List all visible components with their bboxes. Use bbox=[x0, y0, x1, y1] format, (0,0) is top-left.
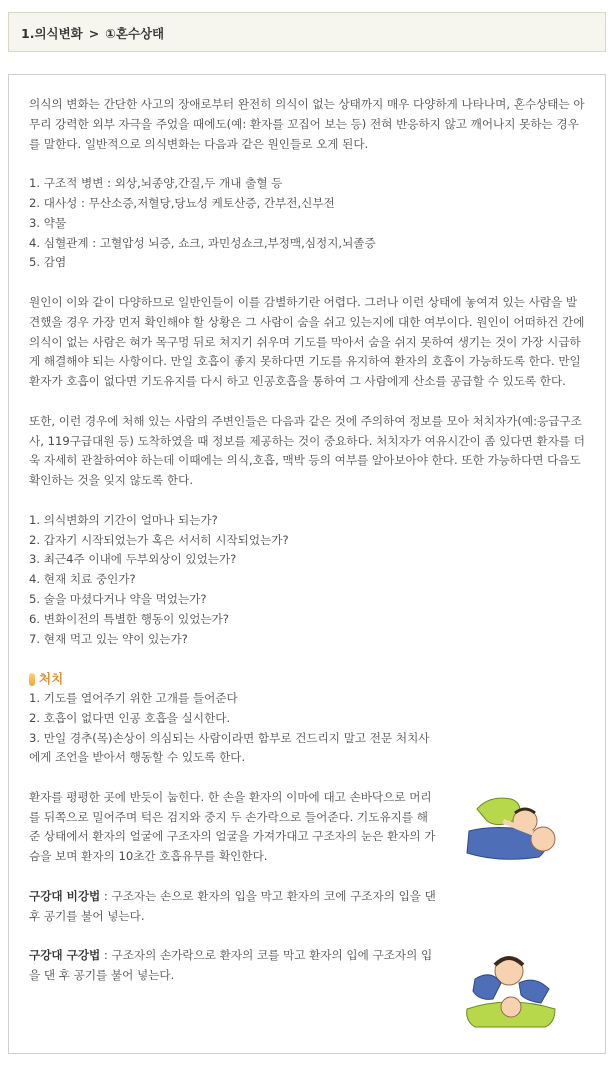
question-item: 4. 현재 치료 중인가? bbox=[29, 572, 136, 587]
cause-item: 2. 대사성 : 무산소증,저혈당,당뇨성 케토산증, 간부전,신부전 bbox=[29, 195, 335, 210]
mouth-to-mouth-text: : 구조자의 손가락으로 환자의 코를 막고 환자의 입에 구조자의 입을 댄 후 공기를 불어 넣는다. bbox=[29, 948, 433, 983]
mouth-to-mouth-paragraph bbox=[29, 946, 437, 986]
question-item: 6. 변화이전의 특별한 행동이 있었는가? bbox=[29, 611, 229, 626]
treatment-step: 3. 만일 경추(목)손상이 의심되는 사람이라면 함부로 건드리지 말고 전문 처치사에게 조언을 받아서 행동할 수 있도록 한다. bbox=[29, 730, 430, 765]
breadcrumb bbox=[21, 24, 164, 42]
mouth-to-mouth-label: 구강대 구강법 bbox=[29, 948, 101, 963]
airway-illustration bbox=[459, 787, 559, 869]
intro-paragraph: 의식의 변화는 간단한 사고의 장애로부터 완전히 의식이 없는 상태까지 매우 다양하게 나타나며, 혼수상태는 아무리 강력한 외부 자극을 주었을 때에도(예: 환자를 꼬집어 보는 등) 전혀 반응하지 않고 깨어나지 못하는 경우를 말한다. 일반적으로 의식변화는 다음과 같은 원인들로 오게 된다. bbox=[29, 97, 585, 151]
cause-item: 1. 구조적 병변 : 외상,뇌종양,간질,두 개내 출혈 등 bbox=[29, 176, 283, 191]
treatment-step: 1. 기도를 열어주기 위한 고개를 들어준다 bbox=[29, 690, 238, 705]
bystander-paragraph: 또한, 이런 경우에 처해 있는 사람의 주변인들은 다음과 같은 것에 주의하여 정보를 모아 처치자가(예:응급구조사, 119구급대원 등) 도착하였을 때 정보를 제공하는 것이 중요하다. 처치자가 여유시간이 좀 있다면 환자를 더욱 자세히 관찰하여야 하는데 이때에는 의식,호흡, 맥박 등의 여부를 알아보아야 한다. 또한 가능하다면 다음도 확인하는 것을 잊지 않도록 한다. bbox=[29, 413, 586, 488]
mouth-to-nose-label: 구강대 비강법 bbox=[29, 888, 101, 903]
treatment-heading bbox=[29, 669, 587, 689]
cause-item: 4. 심혈관계 : 고혈압성 뇌증, 쇼크, 과민성쇼크,부정맥,심정지,뇌졸증 bbox=[29, 235, 376, 250]
mouth-to-nose-text: : 구조자는 손으로 환자의 입을 막고 환자의 코에 구조자의 입을 댄 후 공기를 불어 넣는다. bbox=[29, 888, 436, 923]
breadcrumb-separator: > bbox=[88, 26, 100, 41]
title-bar bbox=[8, 12, 606, 52]
mouth-to-nose-paragraph bbox=[29, 887, 437, 927]
question-item: 5. 술을 마셨다거나 약을 먹었는가? bbox=[29, 591, 207, 606]
cause-item: 3. 약물 bbox=[29, 215, 67, 230]
diagnosis-paragraph: 원인이 이와 같이 다양하므로 일반인들이 이를 감별하기란 어렵다. 그러나 이런 상태에 놓여져 있는 사람을 발견했을 경우 가장 먼저 확인해야 할 상황은 그 사람이 숨을 쉬고 있는지에 대한 여부이다. 원인이 어떠하건 간에 의식이 없는 사람은 혀가 목구멍 뒤로 쳐지기 쉬우며 기도를 막아서 숨을 쉬지 못하여 생기는 것이 가장 시급하게 해결해야 되는 사항이다. 만일 호흡이 좋지 못하다면 기도를 유지하여 환자의 호흡이 가능하도록 한다. 만일 환자가 호흡이 없다면 기도유지를 다시 하고 인공호흡을 통하여 그 사람에게 산소를 공급할 수 있도록 한다. bbox=[29, 294, 585, 389]
rescue-breathing-illustration bbox=[461, 949, 559, 1029]
cause-item: 5. 감염 bbox=[29, 255, 67, 270]
question-item: 7. 현재 먹고 있는 약이 있는가? bbox=[29, 631, 188, 646]
question-item: 1. 의식변화의 기간이 얼마나 되는가? bbox=[29, 512, 218, 527]
treatment-heading-label: 처치 bbox=[39, 671, 64, 687]
treatment-step: 2. 호흡이 없다면 인공 호흡을 실시한다. bbox=[29, 710, 231, 725]
breadcrumb-current: ①혼수상태 bbox=[105, 26, 165, 41]
bullet-icon bbox=[29, 673, 35, 686]
breadcrumb-section[interactable]: 1.의식변화 bbox=[21, 26, 83, 41]
airway-paragraph: 환자를 평평한 곳에 반듯이 눕힌다. 한 손을 환자의 이마에 대고 손바닥으로 머리를 뒤쪽으로 밀어주며 턱은 검지와 중지 두 손가락으로 들어준다. 기도유지를 해준 상태에서 환자의 얼굴에 구조자의 얼굴을 가져가대고 구조자의 눈은 환자의 가슴을 보며 환자의 10초간 호흡유무를 확인한다. bbox=[29, 789, 436, 864]
question-item: 2. 갑자기 시작되었는가 혹은 서서히 시작되었는가? bbox=[29, 532, 289, 547]
question-item: 3. 최근4주 이내에 두부외상이 있었는가? bbox=[29, 552, 237, 567]
article-content bbox=[8, 74, 606, 1054]
